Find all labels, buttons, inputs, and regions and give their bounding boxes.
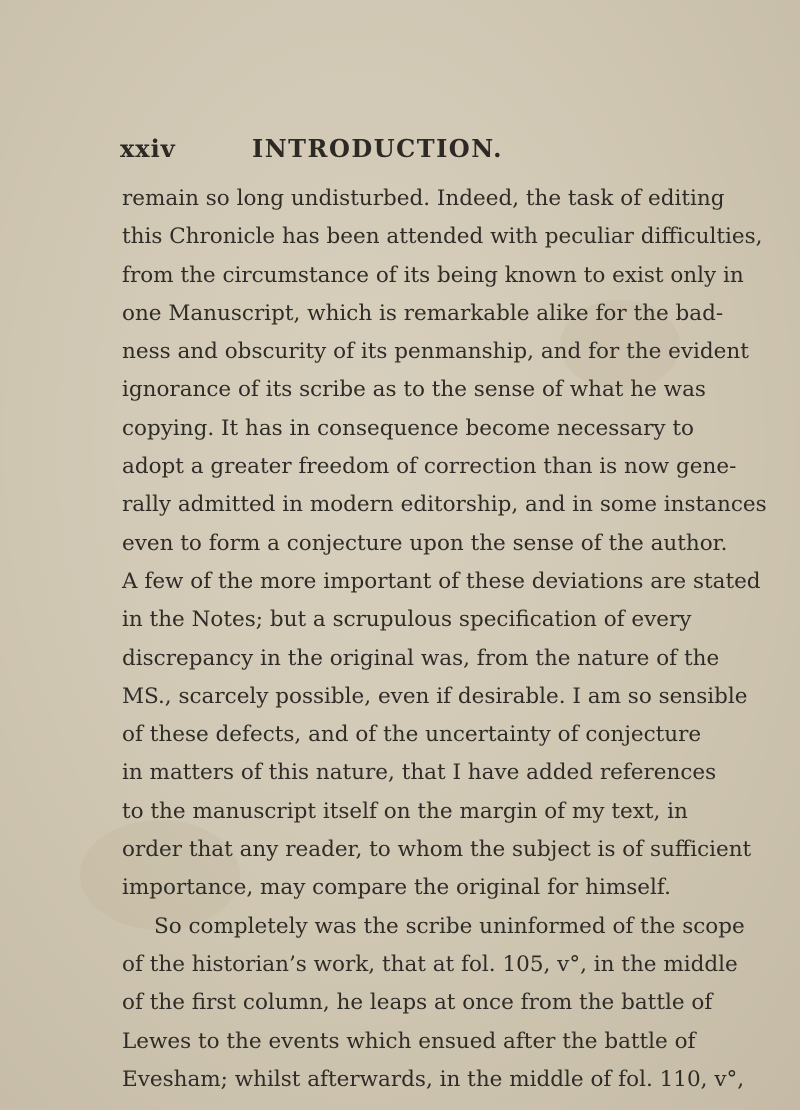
text-line: from the circumstance of its being known to exist only in xyxy=(122,262,744,288)
text-line: of the first column, he leaps at once from the battle of xyxy=(122,990,713,1016)
text-line: order that any reader, to whom the subject is of sufficient xyxy=(122,837,752,863)
text-line: A few of the more important of these deviations are stated xyxy=(122,568,761,594)
page-number: xxiv xyxy=(120,134,176,163)
text-line: this Chronicle has been attended with peculiar difficulties, xyxy=(122,224,763,250)
text-line: Evesham; whilst afterwards, in the middle of fol. 110, v°, xyxy=(122,1066,745,1092)
body-text xyxy=(122,180,767,1099)
page-header xyxy=(120,128,680,168)
text-line: rally admitted in modern editorship, and in some instances xyxy=(122,492,767,518)
text-line: Lewes to the events which ensued after the battle of xyxy=(122,1028,696,1054)
text-line: remain so long undisturbed. Indeed, the task of editing xyxy=(122,186,725,211)
text-line: So completely was the scribe uninformed of the scope xyxy=(154,913,745,939)
text-line: copying. It has in consequence become necessary to xyxy=(122,415,694,441)
text-line: of the historian’s work, that at fol. 105, v°, in the middle xyxy=(122,951,738,977)
text-line: adopt a greater freedom of correction than is now gene- xyxy=(122,454,737,480)
text-line: of these defects, and of the uncertainty of conjecture xyxy=(122,722,702,748)
text-line: ness and obscurity of its penmanship, and for the evident xyxy=(122,339,749,365)
text-line: discrepancy in the original was, from the nature of the xyxy=(122,645,720,671)
text-line: one Manuscript, which is remarkable alike for the bad- xyxy=(122,300,724,326)
text-line: in matters of this nature, that I have added references xyxy=(122,760,717,786)
text-line: importance, may compare the original for himself. xyxy=(122,875,671,901)
text-line: MS., scarcely possible, even if desirable. I am so sensible xyxy=(122,683,748,709)
text-line: to the manuscript itself on the margin of my text, in xyxy=(122,798,688,824)
text-line: ignorance of its scribe as to the sense of what he was xyxy=(122,377,706,403)
text-line: even to form a conjecture upon the sense of the author. xyxy=(122,530,728,556)
running-title: INTRODUCTION. xyxy=(252,134,503,163)
text-line: in the Notes; but a scrupulous specification of every xyxy=(122,607,692,633)
